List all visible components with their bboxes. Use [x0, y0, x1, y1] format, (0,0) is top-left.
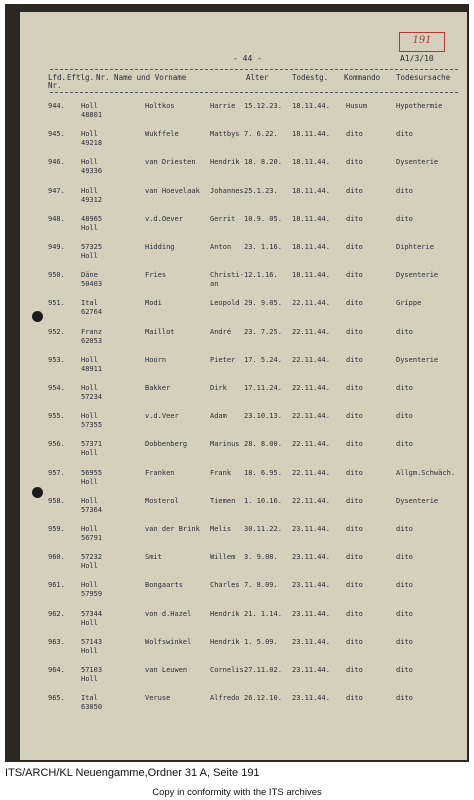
record-surname: Smit — [145, 553, 162, 562]
record-cause-of-death: Hypothermie — [396, 102, 443, 110]
record-code-bottom: 57234 — [81, 393, 103, 401]
record-code-bottom: 63050 — [81, 703, 103, 712]
record-surname: Veruse — [145, 694, 171, 703]
record-code-top: 57143 — [81, 637, 103, 646]
record-cause-of-death: Grippe — [396, 299, 422, 308]
record-birthdate: 3. 9.08. — [244, 553, 278, 562]
record-surname: Franken — [145, 468, 175, 477]
record-code-bottom: 57959 — [81, 590, 103, 599]
record-code-bottom: Holl — [81, 252, 98, 260]
record-number: 958. — [48, 496, 65, 505]
record-cause-of-death: dito — [396, 186, 413, 195]
record-number: 963. — [48, 637, 65, 646]
record-kommando: dito — [346, 355, 363, 364]
record-code-bottom: Holl — [81, 618, 98, 627]
record-code-top: Ital — [81, 299, 98, 308]
record-code-top: Holl — [81, 496, 98, 505]
record-code-bottom: 50403 — [81, 280, 103, 289]
record-death-date: 23.11.44. — [292, 581, 330, 590]
record-code-top: 48965 — [81, 214, 103, 223]
record-row — [20, 553, 467, 580]
record-birthdate: 25.1.23. — [244, 186, 278, 195]
header-nr: Nr. — [48, 81, 62, 90]
record-code-bottom: Holl — [81, 449, 98, 458]
record-row — [20, 638, 467, 665]
record-birthdate: 1. 10.16. — [244, 496, 282, 505]
record-kommando: dito — [346, 440, 363, 449]
record-birthdate: 1. 5.09. — [244, 637, 278, 646]
record-code-top: 57103 — [81, 666, 103, 674]
record-cause-of-death: dito — [396, 609, 413, 618]
header-name-vorname: Nr. Name und Vorname — [96, 73, 187, 82]
record-kommando: dito — [346, 468, 363, 477]
record-surname: Fries — [145, 271, 167, 280]
record-number: 964. — [48, 666, 65, 674]
record-birthdate: 23. 7.25. — [244, 327, 282, 336]
record-code-top: Holl — [81, 102, 98, 110]
record-row — [20, 581, 467, 608]
record-death-date: 23.11.44. — [292, 666, 330, 674]
record-row — [20, 440, 467, 467]
record-number: 951. — [48, 299, 65, 308]
record-birthdate: 7. 8.09. — [244, 581, 278, 590]
record-birthdate: 12.1.16. — [244, 271, 278, 280]
record-death-date: 22.11.44. — [292, 327, 330, 336]
record-number: 956. — [48, 440, 65, 449]
record-firstname: Willem — [210, 553, 236, 562]
record-birthdate: 17.11.24. — [244, 384, 282, 392]
record-birthdate: 23. 1.16. — [244, 243, 282, 251]
record-death-date: 22.11.44. — [292, 299, 330, 308]
scan-frame — [5, 4, 469, 762]
record-row — [20, 356, 467, 383]
record-firstname: Adam — [210, 412, 227, 421]
punch-hole-bottom — [32, 487, 43, 498]
record-birthdate: 7. 6.22. — [244, 130, 278, 139]
record-cause-of-death: Dysenterie — [396, 496, 439, 505]
record-surname: Mosterol — [145, 496, 179, 505]
record-firstname: Dirk — [210, 384, 227, 392]
record-firstname: Leopold — [210, 299, 240, 308]
record-death-date: 23.11.44. — [292, 694, 330, 703]
record-cause-of-death: dito — [396, 412, 413, 421]
record-kommando: dito — [346, 384, 363, 392]
record-death-date: 18.11.44. — [292, 102, 330, 110]
record-firstname: Christi- — [210, 271, 244, 280]
record-surname: Holtkos — [145, 102, 175, 110]
record-code-top: 57371 — [81, 440, 103, 449]
header-todestag: Todestg. — [292, 73, 329, 82]
record-number: 959. — [48, 525, 65, 533]
record-death-date: 18.11.44. — [292, 271, 330, 280]
record-number: 954. — [48, 384, 65, 392]
record-code-bottom: 49312 — [81, 195, 103, 204]
record-death-date: 18.11.44. — [292, 214, 330, 223]
archive-stamp: 191 — [399, 32, 445, 52]
record-death-date: 18.11.44. — [292, 130, 330, 139]
record-surname: van Hoevelaak — [145, 186, 200, 195]
record-row — [20, 384, 467, 411]
record-firstname: Frank — [210, 468, 232, 477]
record-kommando: Husum — [346, 102, 368, 110]
record-birthdate: 30.11.22. — [244, 525, 282, 533]
record-death-date: 22.11.44. — [292, 384, 330, 392]
record-death-date: 22.11.44. — [292, 496, 330, 505]
record-code-top: Däne — [81, 271, 98, 280]
record-surname: Dobbenberg — [145, 440, 188, 449]
record-number: 945. — [48, 130, 65, 139]
record-cause-of-death: Dysenterie — [396, 158, 439, 167]
record-firstname: Anton — [210, 243, 232, 251]
record-kommando: dito — [346, 553, 363, 562]
record-code-top: Holl — [81, 186, 98, 195]
record-firstname: André — [210, 327, 232, 336]
record-number: 961. — [48, 581, 65, 590]
record-code-top: 56955 — [81, 468, 103, 477]
record-number: 957. — [48, 468, 65, 477]
record-row — [20, 497, 467, 524]
record-row — [20, 215, 467, 242]
record-number: 949. — [48, 243, 65, 251]
record-code-bottom: Holl — [81, 223, 98, 232]
record-code-bottom: 62764 — [81, 308, 103, 317]
record-surname: Bakker — [145, 384, 171, 392]
record-surname: von d.Hazel — [145, 609, 192, 618]
source-citation: ITS/ARCH/KL Neuengamme,Ordner 31 A, Seite 191 — [5, 767, 260, 779]
record-row — [20, 243, 467, 270]
record-code-top: 57325 — [81, 243, 103, 251]
record-death-date: 22.11.44. — [292, 440, 330, 449]
record-surname: Hidding — [145, 243, 175, 251]
record-kommando: dito — [346, 525, 363, 533]
record-birthdate: 28. 8.00. — [244, 440, 282, 449]
record-cause-of-death: dito — [396, 130, 413, 139]
record-kommando: dito — [346, 412, 363, 421]
record-firstname-cont: an — [210, 280, 219, 289]
record-code-bottom: Holl — [81, 562, 98, 571]
record-surname: Wolfswinkel — [145, 637, 192, 646]
record-cause-of-death: Diphterie — [396, 243, 434, 251]
record-kommando: dito — [346, 694, 363, 703]
header-kommando: Kommando — [344, 73, 381, 82]
record-row — [20, 412, 467, 439]
record-code-bottom: 49336 — [81, 167, 103, 176]
record-cause-of-death: Dysenterie — [396, 271, 439, 280]
record-death-date: 18.11.44. — [292, 243, 330, 251]
record-code-top: Holl — [81, 412, 98, 421]
record-code-top: Holl — [81, 525, 98, 533]
record-kommando: dito — [346, 271, 363, 280]
record-code-top: 57344 — [81, 609, 103, 618]
record-firstname: Johannes — [210, 186, 244, 195]
record-number: 946. — [48, 158, 65, 167]
record-number: 947. — [48, 186, 65, 195]
record-number: 960. — [48, 553, 65, 562]
record-cause-of-death: dito — [396, 440, 413, 449]
record-cause-of-death: dito — [396, 666, 413, 674]
record-code-top: Holl — [81, 384, 98, 392]
record-kommando: dito — [346, 496, 363, 505]
record-cause-of-death: dito — [396, 525, 413, 533]
record-birthdate: 18. 8.20. — [244, 158, 282, 167]
record-kommando: dito — [346, 609, 363, 618]
record-cause-of-death: Allgm.Schwäch. — [396, 468, 456, 477]
record-number: 948. — [48, 214, 65, 223]
record-cause-of-death: dito — [396, 553, 413, 562]
record-firstname: Hendrik — [210, 158, 240, 167]
record-code-bottom: 57364 — [81, 505, 103, 514]
record-firstname: Mattbys — [210, 130, 240, 139]
record-code-top: 57232 — [81, 553, 103, 562]
record-kommando: dito — [346, 130, 363, 139]
record-firstname: Marinus — [210, 440, 240, 449]
record-kommando: dito — [346, 158, 363, 167]
record-surname: van der Brink — [145, 525, 200, 533]
record-kommando: dito — [346, 637, 363, 646]
record-firstname: Tiemen — [210, 496, 236, 505]
header-lfd: Lfd. — [48, 73, 67, 82]
record-code-top: Holl — [81, 130, 98, 139]
record-cause-of-death: dito — [396, 637, 413, 646]
record-code-bottom: 48911 — [81, 364, 103, 373]
record-code-top: Franz — [81, 327, 103, 336]
record-code-bottom: Holl — [81, 675, 98, 683]
document-reference: A1/3/10 — [400, 54, 434, 63]
record-cause-of-death: dito — [396, 694, 413, 703]
record-code-bottom: Holl — [81, 646, 98, 655]
header-eftlg: Eftlg. — [67, 73, 95, 82]
record-death-date: 22.11.44. — [292, 468, 330, 477]
record-surname: Hoorn — [145, 355, 167, 364]
record-birthdate: 29. 9.05. — [244, 299, 282, 308]
record-cause-of-death: dito — [396, 214, 413, 223]
record-firstname: Hendrik — [210, 609, 240, 618]
record-birthdate: 23.10.13. — [244, 412, 282, 421]
record-firstname: Gerrit — [210, 214, 236, 223]
record-birthdate: 15.12.23. — [244, 102, 282, 110]
record-code-bottom: 57355 — [81, 421, 103, 430]
record-number: 953. — [48, 355, 65, 364]
record-birthdate: 26.12.10. — [244, 694, 282, 703]
record-death-date: 18.11.44. — [292, 186, 330, 195]
record-cause-of-death: dito — [396, 384, 413, 392]
record-code-top: Holl — [81, 581, 98, 590]
record-death-date: 18.11.44. — [292, 158, 330, 167]
record-firstname: Harrie — [210, 102, 236, 110]
record-birthdate: 17. 5.24. — [244, 355, 282, 364]
record-kommando: dito — [346, 581, 363, 590]
record-row — [20, 187, 467, 214]
record-row — [20, 102, 467, 129]
record-surname: v.d.Veer — [145, 412, 179, 421]
record-death-date: 23.11.44. — [292, 553, 330, 562]
record-surname: Maillot — [145, 327, 175, 336]
record-firstname: Charles — [210, 581, 240, 590]
record-surname: van Leuwen — [145, 666, 188, 674]
record-row — [20, 666, 467, 693]
record-birthdate: 10.9. 05. — [244, 214, 282, 223]
record-code-top: Ital — [81, 694, 98, 703]
record-row — [20, 158, 467, 185]
record-row — [20, 694, 467, 721]
record-firstname: Alfredo — [210, 694, 240, 703]
record-kommando: dito — [346, 299, 363, 308]
record-firstname: Hendrik — [210, 637, 240, 646]
record-code-bottom: 48801 — [81, 111, 103, 119]
record-kommando: dito — [346, 666, 363, 674]
record-code-bottom: Holl — [81, 477, 98, 486]
record-birthdate: 18. 6.95. — [244, 468, 282, 477]
record-surname: Modi — [145, 299, 162, 308]
record-number: 965. — [48, 694, 65, 703]
record-row — [20, 525, 467, 552]
header-todesursache: Todesursache — [396, 73, 451, 82]
header-rule-bottom — [50, 92, 458, 93]
record-birthdate: 21. 1.14. — [244, 609, 282, 618]
record-number: 962. — [48, 609, 65, 618]
record-code-bottom: 49218 — [81, 139, 103, 148]
conformity-note: Copy in conformity with the ITS archives — [152, 787, 322, 798]
header-rule-top — [50, 69, 458, 70]
record-cause-of-death: dito — [396, 581, 413, 590]
record-cause-of-death: dito — [396, 327, 413, 336]
header-alter: Alter — [246, 73, 269, 82]
record-death-date: 23.11.44. — [292, 609, 330, 618]
record-death-date: 22.11.44. — [292, 355, 330, 364]
document-page — [20, 12, 467, 760]
record-cause-of-death: Dysenterie — [396, 355, 439, 364]
record-row — [20, 271, 467, 298]
page-marker: - 44 - — [233, 54, 262, 63]
record-code-top: Holl — [81, 158, 98, 167]
record-death-date: 22.11.44. — [292, 412, 330, 421]
record-row — [20, 130, 467, 157]
punch-hole-top — [32, 311, 43, 322]
record-kommando: dito — [346, 186, 363, 195]
record-row — [20, 610, 467, 637]
record-firstname: Melis — [210, 525, 232, 533]
record-death-date: 23.11.44. — [292, 637, 330, 646]
record-code-bottom: 56791 — [81, 534, 103, 542]
record-number: 952. — [48, 327, 65, 336]
record-code-top: Holl — [81, 355, 98, 364]
record-row — [20, 299, 467, 326]
record-firstname: Cornelis — [210, 666, 244, 674]
record-surname: van Driesten — [145, 158, 196, 167]
record-surname: v.d.Oever — [145, 214, 183, 223]
record-death-date: 23.11.44. — [292, 525, 330, 533]
record-firstname: Pieter — [210, 355, 236, 364]
record-surname: Wukffele — [145, 130, 179, 139]
record-row — [20, 328, 467, 355]
record-birthdate: 27.11.02. — [244, 666, 282, 674]
record-kommando: dito — [346, 243, 363, 251]
record-row — [20, 469, 467, 496]
record-surname: Bongaarts — [145, 581, 183, 590]
record-number: 944. — [48, 102, 65, 110]
record-number: 950. — [48, 271, 65, 280]
record-code-bottom: 62053 — [81, 336, 103, 345]
record-kommando: dito — [346, 327, 363, 336]
record-number: 955. — [48, 412, 65, 421]
record-kommando: dito — [346, 214, 363, 223]
